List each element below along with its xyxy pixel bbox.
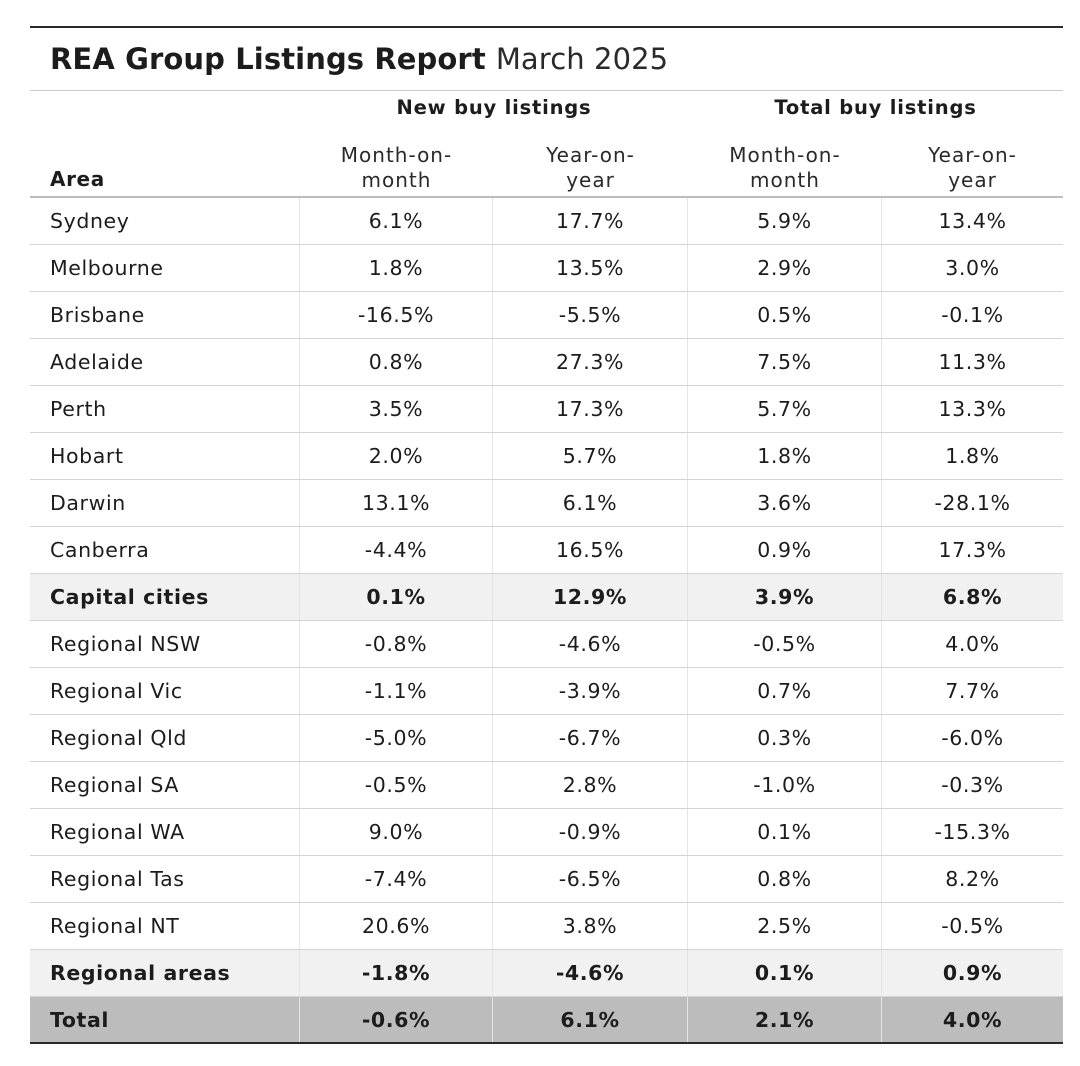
area-cell: Brisbane [30, 292, 300, 338]
total-yoy-cell: 13.4% [938, 209, 1007, 233]
new-yoy-cell: -0.9% [493, 809, 688, 855]
title-bold: REA Group Listings Report [50, 42, 486, 76]
total-yoy-cell: -0.1% [941, 303, 1004, 327]
new-yoy-cell: 3.8% [493, 903, 688, 949]
area-cell: Darwin [30, 480, 300, 526]
total-row [30, 997, 1063, 1044]
area-cell: Capital cities [30, 574, 300, 620]
area-cell: Regional NSW [30, 621, 300, 667]
header-new-mom-line2: month [361, 168, 432, 192]
total-mom-cell: 0.9% [688, 527, 882, 573]
table-row [30, 527, 1063, 574]
new-mom-cell: 0.1% [300, 574, 493, 620]
total-mom-cell: 5.9% [688, 198, 882, 244]
table-row [30, 245, 1063, 292]
area-cell: Total [30, 997, 300, 1042]
group-new-buy-listings: New buy listings [396, 96, 592, 119]
total-mom-cell: 0.7% [688, 668, 882, 714]
new-yoy-cell: -5.5% [493, 292, 688, 338]
total-yoy-cell: 13.3% [938, 397, 1007, 421]
total-yoy-cell: 8.2% [945, 867, 1000, 891]
table-row [30, 715, 1063, 762]
table-title [30, 28, 1063, 90]
table-row [30, 856, 1063, 903]
total-yoy-cell: -0.3% [941, 773, 1004, 797]
header-new-yoy-line1: Year-on- [546, 143, 635, 167]
new-mom-cell: -4.4% [300, 527, 493, 573]
header-total-mom [688, 143, 882, 193]
total-yoy-cell: 4.0% [945, 632, 1000, 656]
header-total-yoy-line1: Year-on- [928, 143, 1017, 167]
area-cell: Perth [30, 386, 300, 432]
new-mom-cell: 0.8% [300, 339, 493, 385]
new-yoy-cell: 16.5% [493, 527, 688, 573]
table-row [30, 762, 1063, 809]
total-mom-cell: 1.8% [688, 433, 882, 479]
total-yoy-cell: -0.5% [941, 914, 1004, 938]
table-row [30, 621, 1063, 668]
header-new-mom [300, 143, 493, 193]
subtotal-row [30, 950, 1063, 997]
table-row [30, 668, 1063, 715]
total-yoy-cell: 17.3% [938, 538, 1007, 562]
total-mom-cell: 0.5% [688, 292, 882, 338]
group-total-buy-listings: Total buy listings [774, 96, 977, 119]
area-cell: Regional SA [30, 762, 300, 808]
new-mom-cell: -16.5% [300, 292, 493, 338]
total-mom-cell: -0.5% [688, 621, 882, 667]
new-mom-cell: -0.8% [300, 621, 493, 667]
new-mom-cell: -7.4% [300, 856, 493, 902]
table-row [30, 480, 1063, 527]
subtotal-row [30, 574, 1063, 621]
new-mom-cell: -5.0% [300, 715, 493, 761]
area-cell: Sydney [30, 198, 300, 244]
area-cell: Melbourne [30, 245, 300, 291]
area-cell: Regional Tas [30, 856, 300, 902]
area-cell: Regional Vic [30, 668, 300, 714]
total-mom-cell: 2.1% [688, 997, 882, 1042]
total-yoy-cell: 3.0% [945, 256, 1000, 280]
table-body [30, 198, 1063, 1044]
table-row [30, 809, 1063, 856]
new-yoy-cell: -4.6% [493, 950, 688, 996]
header-new-mom-line1: Month-on- [340, 143, 453, 167]
total-mom-cell: 0.1% [688, 809, 882, 855]
total-yoy-cell: 11.3% [938, 350, 1007, 374]
column-header [30, 125, 1063, 196]
new-yoy-cell: -6.5% [493, 856, 688, 902]
total-mom-cell: 3.9% [688, 574, 882, 620]
new-yoy-cell: 2.8% [493, 762, 688, 808]
new-mom-cell: 2.0% [300, 433, 493, 479]
total-yoy-cell: -28.1% [934, 491, 1011, 515]
title-date: March 2025 [495, 42, 669, 76]
table-row [30, 339, 1063, 386]
header-new-yoy-line2: year [566, 168, 615, 192]
area-cell: Regional areas [30, 950, 300, 996]
table-row [30, 198, 1063, 245]
total-yoy-cell: 1.8% [945, 444, 1000, 468]
header-total-yoy [882, 143, 1063, 193]
total-mom-cell: 0.3% [688, 715, 882, 761]
area-header: Area [50, 167, 105, 191]
total-mom-cell: 3.6% [688, 480, 882, 526]
area-cell: Regional NT [30, 903, 300, 949]
new-mom-cell: -1.1% [300, 668, 493, 714]
new-mom-cell: -0.6% [300, 997, 493, 1042]
new-yoy-cell: 6.1% [493, 997, 688, 1042]
new-mom-cell: 1.8% [300, 245, 493, 291]
total-mom-cell: 2.9% [688, 245, 882, 291]
total-yoy-cell: 4.0% [942, 1007, 1003, 1032]
total-mom-cell: 5.7% [688, 386, 882, 432]
total-mom-cell: 0.8% [688, 856, 882, 902]
new-mom-cell: 3.5% [300, 386, 493, 432]
area-cell: Canberra [30, 527, 300, 573]
new-mom-cell: 9.0% [300, 809, 493, 855]
area-cell: Adelaide [30, 339, 300, 385]
table-row [30, 903, 1063, 950]
total-mom-cell: 7.5% [688, 339, 882, 385]
area-cell: Regional WA [30, 809, 300, 855]
listings-table [30, 26, 1063, 1044]
total-mom-cell: 2.5% [688, 903, 882, 949]
new-mom-cell: 13.1% [300, 480, 493, 526]
column-group-header [30, 91, 1063, 125]
total-yoy-cell: 7.7% [945, 679, 1000, 703]
total-yoy-cell: -15.3% [934, 820, 1011, 844]
new-yoy-cell: -3.9% [493, 668, 688, 714]
new-yoy-cell: 12.9% [493, 574, 688, 620]
total-yoy-cell: 6.8% [942, 585, 1003, 609]
header-total-mom-line1: Month-on- [729, 143, 841, 167]
new-yoy-cell: 17.3% [493, 386, 688, 432]
area-cell: Hobart [30, 433, 300, 479]
new-yoy-cell: 6.1% [493, 480, 688, 526]
new-yoy-cell: 13.5% [493, 245, 688, 291]
new-mom-cell: 20.6% [300, 903, 493, 949]
total-yoy-cell: 0.9% [942, 961, 1003, 985]
new-yoy-cell: 5.7% [493, 433, 688, 479]
total-yoy-cell: -6.0% [941, 726, 1004, 750]
new-yoy-cell: -4.6% [493, 621, 688, 667]
header-total-yoy-line2: year [948, 168, 997, 192]
table-row [30, 386, 1063, 433]
header-new-yoy [493, 143, 688, 193]
new-mom-cell: -1.8% [300, 950, 493, 996]
total-mom-cell: -1.0% [688, 762, 882, 808]
new-yoy-cell: 17.7% [493, 198, 688, 244]
new-yoy-cell: 27.3% [493, 339, 688, 385]
table-row [30, 433, 1063, 480]
new-yoy-cell: -6.7% [493, 715, 688, 761]
total-mom-cell: 0.1% [688, 950, 882, 996]
new-mom-cell: 6.1% [300, 198, 493, 244]
new-mom-cell: -0.5% [300, 762, 493, 808]
table-row [30, 292, 1063, 339]
header-total-mom-line2: month [750, 168, 820, 192]
area-cell: Regional Qld [30, 715, 300, 761]
